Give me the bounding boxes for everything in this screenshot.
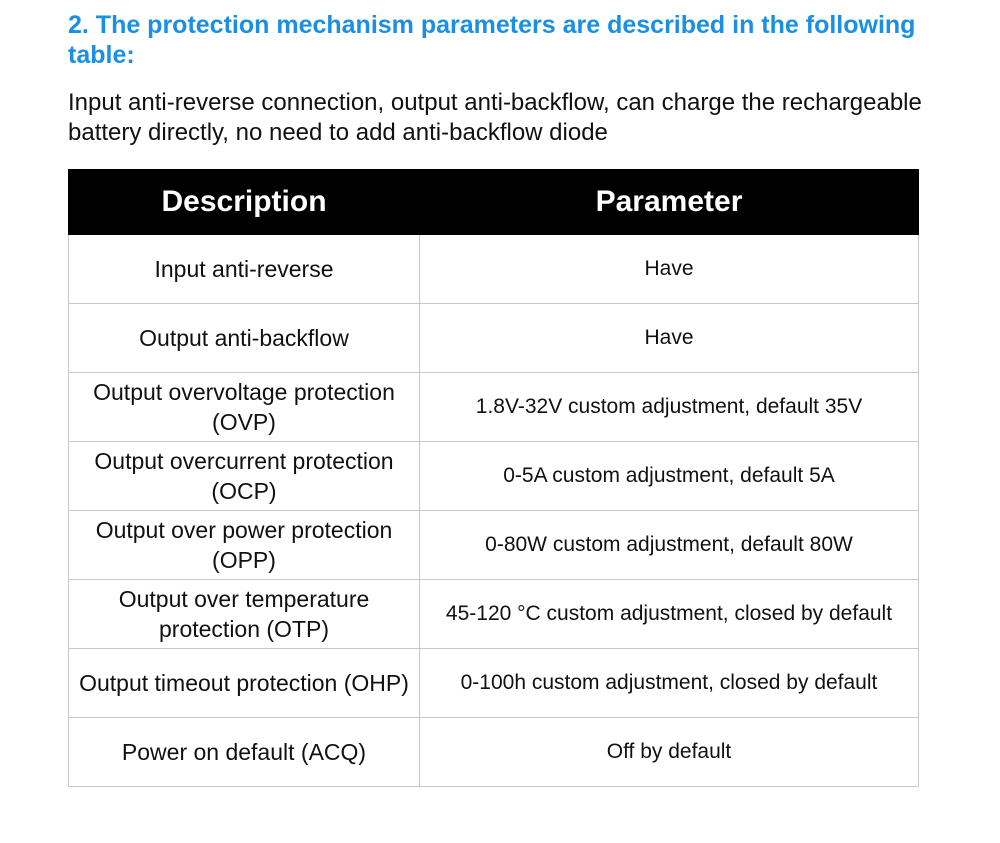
description-cell: Output overvoltage protection (OVP) bbox=[69, 373, 420, 442]
table-header-row bbox=[69, 170, 919, 235]
table-row bbox=[69, 580, 919, 649]
table-row bbox=[69, 304, 919, 373]
parameter-cell: 0-100h custom adjustment, closed by default bbox=[420, 649, 919, 718]
intro-text: Input anti-reverse connection, output anti-backflow, can charge the rechargeable battery directly, no need to add anti-backflow diode bbox=[68, 89, 922, 146]
description-cell: Output over temperature protection (OTP) bbox=[69, 580, 420, 649]
parameter-cell: 0-5A custom adjustment, default 5A bbox=[420, 442, 919, 511]
description-cell: Power on default (ACQ) bbox=[69, 718, 420, 787]
parameter-cell: 45-120 °C custom adjustment, closed by default bbox=[420, 580, 919, 649]
column-header-parameter: Parameter bbox=[420, 170, 919, 235]
column-header-description: Description bbox=[69, 170, 420, 235]
section-heading: 2. The protection mechanism parameters are described in the following table: bbox=[68, 11, 916, 69]
table-row bbox=[69, 373, 919, 442]
description-cell: Output anti-backflow bbox=[69, 304, 420, 373]
parameter-cell: Have bbox=[420, 304, 919, 373]
parameter-cell: 0-80W custom adjustment, default 80W bbox=[420, 511, 919, 580]
protection-parameters-table bbox=[68, 169, 919, 787]
description-cell: Output timeout protection (OHP) bbox=[69, 649, 420, 718]
description-cell: Input anti-reverse bbox=[69, 235, 420, 304]
table-row bbox=[69, 649, 919, 718]
table-row bbox=[69, 235, 919, 304]
table-row bbox=[69, 511, 919, 580]
parameter-cell: Have bbox=[420, 235, 919, 304]
description-cell: Output over power protection (OPP) bbox=[69, 511, 420, 580]
parameter-cell: 1.8V-32V custom adjustment, default 35V bbox=[420, 373, 919, 442]
table-row bbox=[69, 718, 919, 787]
parameter-cell: Off by default bbox=[420, 718, 919, 787]
description-cell: Output overcurrent protection (OCP) bbox=[69, 442, 420, 511]
table-row bbox=[69, 442, 919, 511]
